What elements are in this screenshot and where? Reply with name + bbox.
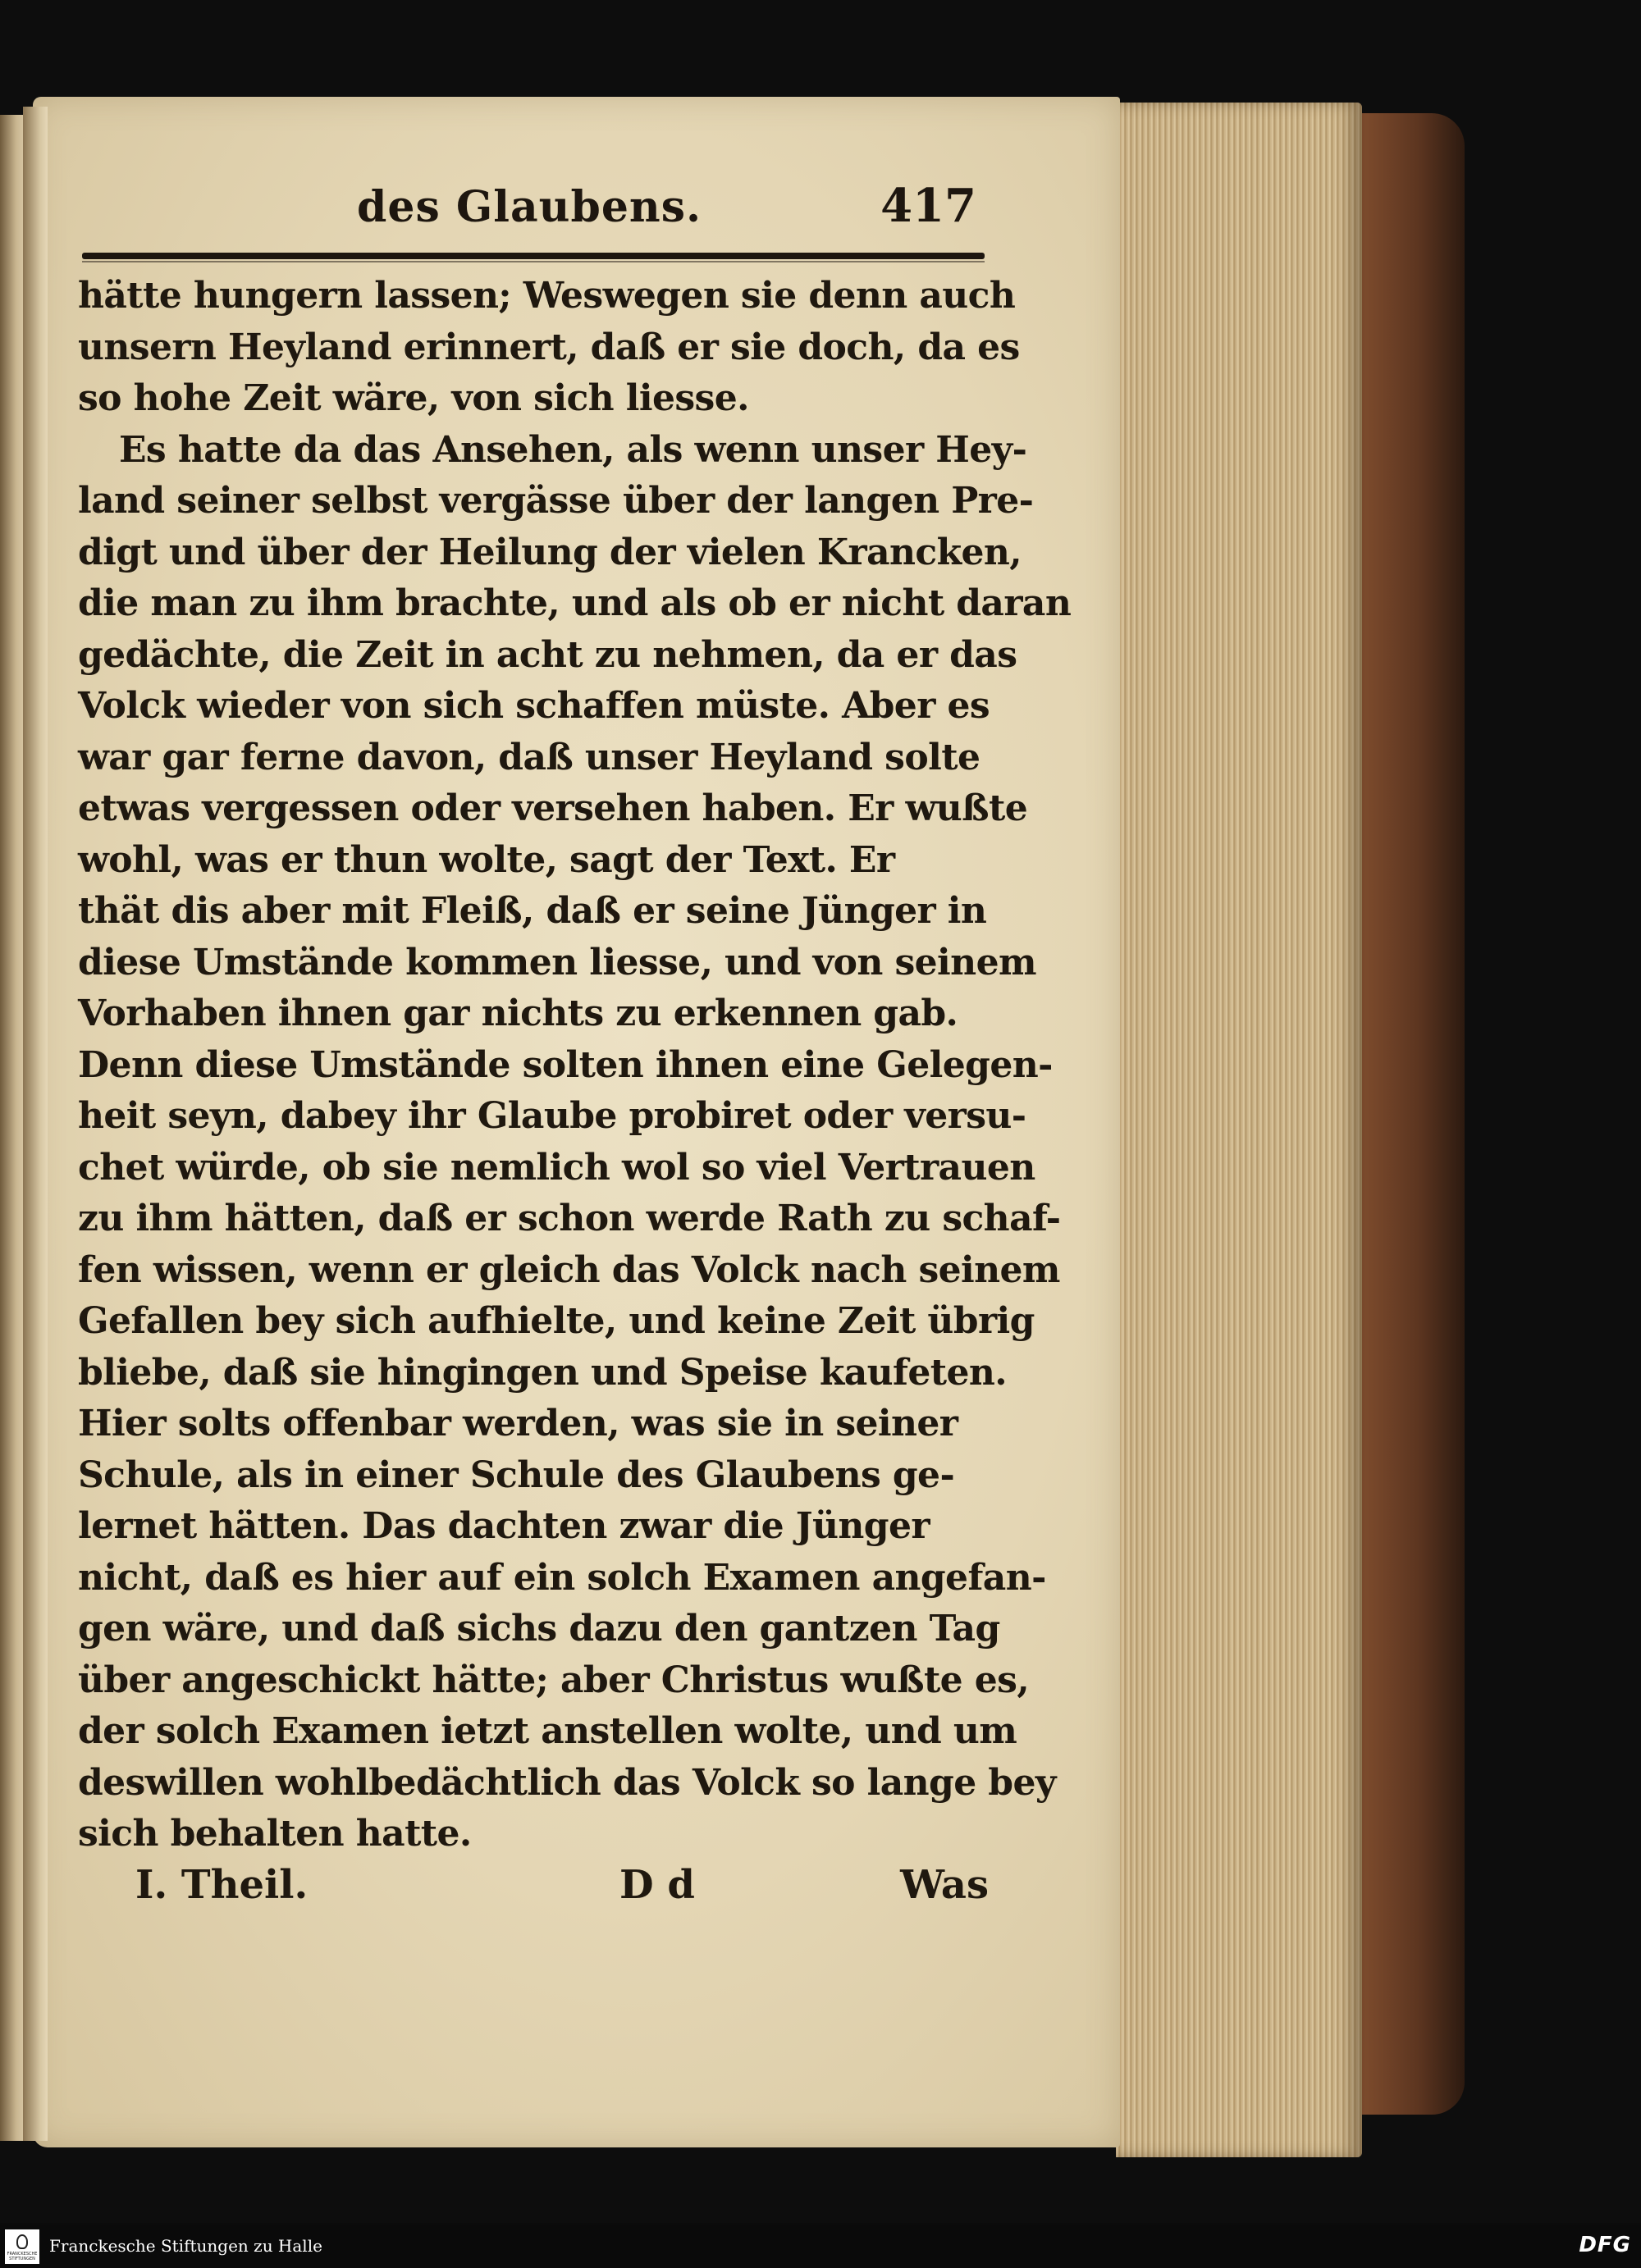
text-line: sich behalten hatte. xyxy=(78,1813,472,1855)
text-line: Volck wieder von sich schaffen müste. Aber es xyxy=(78,685,990,727)
text-line: Gefallen bey sich aufhielte, und keine Zeit übrig xyxy=(78,1300,1035,1342)
text-line: bliebe, daß sie hingingen und Speise kaufeten. xyxy=(78,1351,1007,1394)
text-line: der solch Examen ietzt anstellen wolte, und um xyxy=(78,1710,1017,1752)
body-text xyxy=(78,271,1072,1860)
logo-text: FRANCKESCHE STIFTUNGEN xyxy=(7,2252,38,2261)
credit-bar xyxy=(0,2225,1641,2268)
institution-logo[interactable] xyxy=(5,2229,39,2264)
text-line: über angeschickt hätte; aber Christus wußte es, xyxy=(78,1659,1030,1701)
text-line: Hier solts offenbar werden, was sie in seiner xyxy=(78,1403,958,1444)
page-block-edges xyxy=(1116,103,1362,2157)
text-line: war gar ferne davon, daß unser Heyland solte xyxy=(78,736,980,778)
text-line: Schule, als in einer Schule des Glaubens ge- xyxy=(78,1453,955,1496)
text-line: unsern Heyland erinnert, daß er sie doch, da es xyxy=(78,326,1020,368)
institution-name[interactable]: Franckesche Stiftungen zu Halle xyxy=(49,2236,322,2256)
head-rule-divider xyxy=(82,253,985,259)
dfg-logo[interactable]: DFG xyxy=(1579,2233,1631,2257)
text-line: wohl, was er thun wolte, sagt der Text. Er xyxy=(78,838,895,881)
text-line: digt und über der Heilung der vielen Krancken, xyxy=(78,531,1022,573)
text-line: heit seyn, dabey ihr Glaube probiret oder versu- xyxy=(78,1095,1026,1137)
text-line: zu ihm hätten, daß er schon werde Rath zu schaf- xyxy=(78,1198,1061,1239)
text-line: chet würde, ob sie nemlich wol so viel Vertrauen xyxy=(78,1146,1035,1189)
running-head xyxy=(78,179,993,240)
text-line: thät dis aber mit Fleiß, daß er seine Jünger in xyxy=(78,890,987,932)
text-line: hätte hungern lassen; Weswegen sie denn auch xyxy=(78,275,1016,317)
text-line: diese Umstände kommen liesse, und von seinem xyxy=(78,941,1036,983)
gathering-mark: D d xyxy=(619,1862,695,1908)
text-line: lernet hätten. Das dachten zwar die Jünger xyxy=(78,1505,930,1547)
page-number: 417 xyxy=(880,179,976,233)
page-footer xyxy=(78,1862,993,1919)
running-head-title: des Glaubens. xyxy=(357,182,702,232)
page-gutter xyxy=(23,107,48,2141)
text-line: deswillen wohlbedächtlich das Volck so lange bey xyxy=(78,1761,1056,1804)
text-line: gedächte, die Zeit in acht zu nehmen, da er das xyxy=(78,633,1017,676)
text-line: fen wissen, wenn er gleich das Volck nach seinem xyxy=(78,1248,1060,1291)
text-line: so hohe Zeit wäre, von sich liesse. xyxy=(78,377,749,419)
text-line: land seiner selbst vergässe über der langen Pre- xyxy=(78,480,1034,522)
text-line: Denn diese Umstände solten ihnen eine Gelegen- xyxy=(78,1043,1053,1086)
text-line: Es hatte da das Ansehen, als wenn unser Hey- xyxy=(119,428,1027,471)
text-line: gen wäre, und daß sichs dazu den gantzen Tag xyxy=(78,1608,1000,1650)
text-line: Vorhaben ihnen gar nichts zu erkennen gab. xyxy=(78,993,958,1034)
seal-icon xyxy=(16,2234,28,2249)
text-line: die man zu ihm brachte, und als ob er nicht daran xyxy=(78,582,1072,624)
text-line: nicht, daß es hier auf ein solch Examen angefan- xyxy=(78,1556,1046,1599)
volume-signature: I. Theil. xyxy=(135,1862,309,1908)
text-line: etwas vergessen oder versehen haben. Er wußte xyxy=(78,787,1028,829)
catchword: Was xyxy=(900,1862,989,1908)
